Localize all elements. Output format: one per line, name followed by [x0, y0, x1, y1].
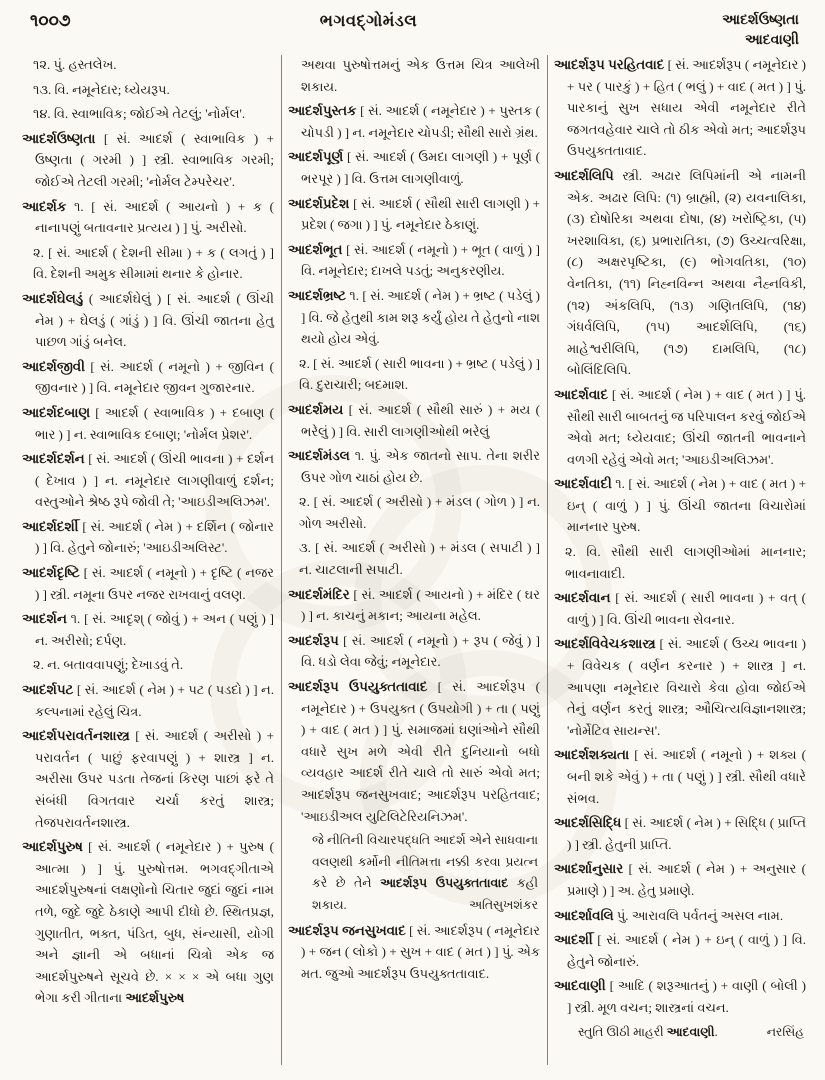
page-header: [0, 0, 825, 52]
dictionary-entry: આદર્શઉષ્ણતા [ સં. આદર્શ ( સ્વાભાવિક ) + ઉષ્ણતા ( ગરમી ) ] સ્ત્રી. સ્વાભાવિક ગરમી; જોઈએ તેટલી ગરમી; 'નોર્મલ ટેમ્પરેચર'.: [22, 130, 275, 189]
dictionary-entry: આદવાણી [ આદિ ( શરૂઆતનું ) + વાણી ( બોલી ) ] સ્ત્રી. મૂળ વચન; શાસ્ત્રનાં વચન.: [554, 978, 807, 1015]
headword: આદર્શરૂપ ઉપયુક્તતાવાદ: [288, 679, 428, 695]
sense-line: ૨. વિ. સૌથી સારી લાગણીઓમાં માનનાર; ભાવનાવાદી.: [565, 544, 806, 581]
dictionary-entry: આદર્શાવલિ પું. આરાવલિ પર્વતનું અસલ નામ.: [554, 907, 784, 923]
quote-line: જે નીતિની વિચારપદ્ધતિ આદર્શ એને સાધવાના વલણથી કર્મોની નીતિમત્તા નક્કી કરવા પ્રયત્ન કરે છે તેને આદર્શરૂપ ઉપયુક્તતાવાદ કહી શકાય. અતિસુખશંકર: [288, 830, 540, 916]
headword: આદર્શપ્રદેશ: [288, 195, 350, 211]
dictionary-entry: આદર્શરૂપ [ સં. આદર્શ ( નમૂનો ) + રૂપ ( જેવું ) ] વિ. ધડો લેવા જેવું; નમૂનેદાર.: [288, 632, 540, 670]
headword: આદર્શપરાવર્તનશાસ્ત્ર: [22, 728, 130, 744]
headword: આદર્શશક્યતા: [554, 747, 630, 763]
dictionary-entry: આદર્શપુરુષ [ સં. આદર્શ ( નમૂનેદાર ) + પુરુષ ( આત્મા ) ] પું. પુરુષોત્તમ. ભગવદ્ગીતાએ આદર્શપુરુષનાં લક્ષણોનો ચિતાર જુદાં જુદાં નામ તળે, જુદે જુદે ઠેકાણે આપી દીધો છે. સ્થિતપ્રજ્ઞ, ગુણાતીત, ભક્ત, પંડિત, બુધ, સંન્યાસી, યોગી અને જ્ઞાની એ બધાનાં ચિત્રો એક જ આદર્શપુરુષને સૂચવે છે. × × × એ બધા ગુણ ભેગા કરી ગીતાના આદર્શપુરુષ: [22, 839, 274, 1006]
headword: આદર્શમંડલ: [288, 448, 350, 464]
headword: આદર્શપૂર્ણ: [288, 149, 344, 165]
dictionary-entry: આદર્શપ્રદેશ [ સં. આદર્શ ( સૌથી સારી લાગણી ) + પ્રદેશ ( જગા ) ] પું. નમૂનેદાર ઠેકાણું.: [288, 195, 540, 233]
headword: આદર્શવાદી: [554, 476, 612, 492]
sense-line: ૨. ન. બતાવવાપણું; દેખાડવું તે.: [33, 657, 184, 673]
dictionary-entry: આદર્શમંડલ ૧. પું. એક જાતનો સાપ. તેના શરીર ઉપર ગોળ ચાઠાં હોય છે.: [288, 448, 540, 485]
sense-line: ૧૩. વિ. નમૂનેદાર; ધ્યેયરૂપ.: [33, 81, 170, 97]
headword: આદર્શપુસ્તક: [288, 103, 357, 119]
headword: આદર્શાવલિ: [554, 907, 614, 923]
book-title: ભગવદ્ગોમંડલ: [319, 11, 418, 30]
headword: આદર્શદર્શી: [22, 518, 79, 534]
dictionary-entry: આદર્શરૂપ ઉપયુક્તતાવાદ [ સં. આદર્શરૂપ ( નમૂનેદાર ) + ઉપયુક્ત ( ઉપયોગી ) + તા ( પણું ) + વાદ ( મત ) ] પું. સમાજમાં ઘણાંઓને સૌથી વધારે સુખ મળે એવી રીતે દુનિયાનો બધો વ્યવહાર આદર્શ રીતે ચાલે તો સારું એવો મત; આદર્શરૂપ જનસુખવાદ; આદર્શરૂપ પરહિતવાદ; 'આઇડીઅલ યુટિલિટેરિયનિઝમ'.: [288, 679, 540, 824]
dictionary-column-1: [16, 52, 281, 1068]
headword: આદર્શદર્શન: [22, 451, 85, 467]
dictionary-entry: આદર્શપરાવર્તનશાસ્ત્ર [ સં. આદર્શ ( અરીસો ) + પરાવર્તન ( પાછું ફરવાપણું ) + શાસ્ત્ર ] ન. અરીસા ઉપર પડતા તેજનાં કિરણ પાછાં ફરે તે સંબંધી વિગતવાર ચર્ચા કરતું શાસ્ત્ર; તેજપરાવર્તનશાસ્ત્ર.: [22, 728, 275, 830]
headword: આદર્શજીવી: [22, 358, 85, 374]
sense-line: ૨. [ સં. આદર્શ ( અરીસો ) + મંડલ ( ગોળ ) ] ન. ગોળ અરીસો.: [299, 494, 540, 531]
dictionary-entry: આદર્શરૂપ જનસુખવાદ [ સં. આદર્શરૂપ ( નમૂનેદાર ) + જન ( લોકો ) + સુખ + વાદ ( મત ) ] પું. એક મત. જુઓ આદર્શરૂપ ઉપયુક્તતાવાદ.: [288, 922, 541, 981]
dictionary-entry: આદર્શસિદ્ધિ [ સં. આદર્શ ( નેમ ) + સિદ્ધિ ( પ્રાપ્તિ ) ] સ્ત્રી. હેતુની પ્રાપ્તિ.: [554, 815, 806, 852]
headword: આદર્શવિવેચકશાસ્ત્ર: [554, 636, 656, 652]
dictionary-entry: આદર્શવાન [ સં. આદર્શ ( સારી ભાવના ) + વત્ ( વાળું ) ] વિ. ઊંચી ભાવના સેવનાર.: [554, 590, 807, 627]
dictionary-entry: આદર્શદૃષ્ટિ [ સં. આદર્શ ( નમૂનો ) + દૃષ્ટિ ( નજર ) ] સ્ત્રી. નમૂના ઉપર નજર રાખવાનું વલણ.: [22, 565, 274, 602]
dictionary-entry: આદર્શજીવી [ સં. આદર્શ ( નમૂનો ) + જીવિન ( જીવનાર ) ] વિ. નમૂનેદાર જીવન ગુજારનાર.: [22, 358, 274, 396]
headword: આદર્શમય: [288, 401, 344, 417]
dictionary-column-2: [282, 52, 547, 1068]
headword: આદર્શક: [22, 198, 67, 214]
dictionary-entry: આદર્શભ્રષ્ટ ૧. [ સં. આદર્શ ( નેમ ) + ભ્રષ્ટ ( પડેલું ) ] વિ. જે હેતુથી કામ શરૂ કર્યું હોય તે હેતુનો નાશ થયો હોય એવું.: [288, 287, 540, 347]
headword: આદર્શદબાણ: [22, 404, 91, 420]
headword: આદર્શન: [22, 611, 67, 627]
dictionary-entry: આદર્શવાદ [ સં. આદર્શ ( નેમ ) + વાદ ( મત ) ] પું. સૌથી સારી બાબતનું જ પરિપાલન કરવું જોઈએ એવો મત; ધ્યેયવાદ; ઊંચી જાતની ભાવનાને વળગી રહેવું એવો મત; 'આઇડીઅલિઝમ'.: [554, 386, 807, 467]
headword: આદર્શપટ: [22, 682, 74, 698]
quote-line: સ્તુતિ ઊઠી માહરી આદવાણી. નરસિંહ: [554, 1022, 806, 1044]
dictionary-content: [16, 52, 813, 1068]
headword: આદર્શસિદ્ધિ: [554, 815, 622, 831]
dictionary-entry: આદર્શક ૧. [ સં. આદર્શ ( આયનો ) + ક ( નાનાપણું બતાવનાર પ્રત્યય ) ] પું. અરીસો.: [22, 198, 275, 236]
headword: આદર્શરૂપ જનસુખવાદ: [288, 922, 406, 938]
headword: આદર્શભ્રષ્ટ: [288, 287, 346, 303]
headword: આદર્શભૂત: [288, 241, 343, 257]
headword: આદર્શપુરુષ: [22, 839, 83, 855]
sense-line: ૧૪. વિ. સ્વાભાવિક; જોઈએ તેટલું; 'નોર્મલ'.: [33, 106, 246, 122]
page-number: ૧૦૦૭: [30, 11, 71, 30]
dictionary-column-3: [548, 52, 813, 1068]
dictionary-entry: આદર્શાનુસાર [ સં. આદર્શ ( નેમ ) + અનુસાર ( પ્રમાણે ) ] અ. હેતુ પ્રમાણે.: [554, 861, 807, 898]
dictionary-entry: આદર્શલિપિ સ્ત્રી. અઢાર લિપિમાંની એ નામની એક. અઢાર લિપિ: (૧) બ્રાહ્મી, (૨) યવનાલિકા, (૩) દોષોરિકા અથવા દોષા, (૪) ખરોષ્ટ્રિકા, (૫) ખરશાવિકા, (૬) પ્રભારાતિકા, (૭) ઉચ્ચત્વરિક્ષા, (૮) અક્ષરપૃષ્ટિકા, (૯) ભોગવતિકા, (૧૦) વેનતિકા, (૧૧) નિહ્નવિન્ન અથવા નૈહ્નવિકી, (૧૨) અંકલિપિ, (૧૩) ગણિતલિપિ, (૧૪) ગંધર્વલિપિ, (૧૫) આદર્શલિપિ, (૧૬) માહેશ્વરીલિપિ, (૧૭) દામલિપિ, (૧૮) બોલિંદિલિપિ.: [554, 167, 806, 378]
dictionary-entry: આદર્શઘેલડું ( આદર્શઘેલું ) [ સં. આદર્શ ( ઊંચી નેમ ) + ઘેલડું ( ગાંડું ) ] વિ. ઊંચી જાતના હેતુ પાછળ ગાંડું બનેલ.: [22, 290, 274, 350]
headword: આદર્શરૂપ: [288, 632, 339, 648]
headword: આદર્શઉષ્ણતા: [22, 130, 96, 146]
sense-line: ૩. [ સં. આદર્શ ( અરીસો ) + મંડલ ( સપાટી ) ] ન. ચાટલાની સપાટી.: [299, 540, 540, 578]
dictionary-entry: આદર્શદબાણ [ આદર્શ ( સ્વાભાવિક ) + દબાણ ( ભાર ) ] ન. સ્વાભાવિક દબાણ; 'નોર્મલ પ્રેશર'.: [22, 404, 274, 442]
headword: આદર્શઘેલડું: [22, 290, 84, 306]
guide-word-bottom: આદવાણી: [744, 33, 799, 49]
guide-words: [722, 11, 799, 52]
headword: આદર્શાનુસાર: [554, 861, 624, 877]
dictionary-entry: આદર્શપૂર્ણ [ સં. આદર્શ ( ઉમદા લાગણી ) + પૂર્ણ ( ભરપૂર ) ] વિ. ઉત્તમ લાગણીવાળું.: [288, 149, 541, 186]
dictionary-entry: આદર્શદર્શન [ સં. આદર્શ ( ઊંચી ભાવના ) + દર્શન ( દેખાવ ) ] ન. નમૂનેદાર લાગણીવાળું દર્શન; વસ્તુઓને શ્રેષ્ઠ રૂપે જોવી તે; 'આઇડીઅલિઝમ'.: [22, 451, 274, 510]
dictionary-entry: આદર્શન ૧. [ સં. આદૃશ્ ( જોવું ) + અન ( પણું ) ] ન. અરીસો; દર્પણ.: [22, 611, 275, 648]
sense-line: ૧૨. પું. હસ્તલેખ.: [33, 57, 117, 72]
sense-line: ૨. [ સં. આદર્શ ( દેશની સીમા ) + ક ( લગતું ) ] વિ. દેશની અમુક સીમામાં થનાર કે હોનાર.: [33, 244, 274, 282]
dictionary-entry: આદર્શપુસ્તક [ સં. આદર્શ ( નમૂનેદાર ) + પુસ્તક ( ચોપડી ) ] ન. નમૂનેદાર ચોપડી; સૌથી સારો ગ્રંથ.: [288, 103, 540, 140]
dictionary-entry: આદર્શી [ સં. આદર્શ ( નેમ ) + ઇન્ ( વાળું ) ] વિ. હેતુને જોનારું.: [554, 932, 807, 969]
sense-line: ૨. [ સં. આદર્શ ( સારી ભાવના ) + ભ્રષ્ટ ( પડેલું ) ] વિ. દુરાચારી; બદમાશ.: [299, 355, 540, 393]
dictionary-entry: આદર્શદર્શી [ સં. આદર્શ ( નેમ ) + દર્શિન ( જોનાર ) ] વિ. હેતુને જોનારું; 'આઇડીઅલિસ્ટ'.: [22, 518, 275, 556]
headword: આદર્શરૂપ પરહિતવાદ: [554, 57, 665, 72]
dictionary-entry: આદર્શમંદિર [ સં. આદર્શ ( આયનો ) + મંદિર ( ઘર ) ] ન. કાચનું મકાન; આયના મહેલ.: [288, 586, 541, 624]
headword: આદર્શલિપિ: [554, 167, 614, 183]
headword: આદર્શદૃષ્ટિ: [22, 565, 80, 581]
dictionary-entry: આદર્શરૂપ પરહિતવાદ [ સં. આદર્શરૂપ ( નમૂનેદાર ) + પર ( પારકું ) + હિત ( ભલું ) + વાદ ( મત ) ] પું. પારકાનું સુખ સધાય એવી નમૂનેદાર રીતે જગતવહેવાર ચાલે તો ઠીક એવો મત; આદર્શરૂપ ઉપયુક્તતાવાદ.: [554, 57, 807, 159]
continuation-line: અથવા પુરુષોત્તમનું એક ઉત્તમ ચિત્ર આલેખી શકાય.: [301, 57, 540, 94]
dictionary-entry: આદર્શશક્યતા [ સં. આદર્શ ( નમૂનો ) + શક્ય ( બની શકે એવું ) + તા ( પણું ) ] સ્ત્રી. સૌથી વધારે સંભવ.: [554, 747, 806, 806]
dictionary-entry: આદર્શવિવેચકશાસ્ત્ર [ સં. આદર્શ ( ઉચ્ચ ભાવના ) + વિવેચક ( વર્ણન કરનાર ) + શાસ્ત્ર ] ન. આપણા નમૂનેદાર વિચારો કેવા હોવા જોઈએ તેનું વર્ણન કરતું શાસ્ત્ર; ઔચિત્યવિજ્ઞાનશાસ્ત્ર; 'નોર્મેટિવ સાયન્સ'.: [554, 636, 807, 738]
quote-attribution: અતિસુખશંકર: [468, 897, 538, 912]
guide-word-top: આદર્શઉષ્ણતા: [722, 13, 799, 28]
headword: આદર્શવાદ: [554, 386, 608, 402]
dictionary-entry: આદર્શમય [ સં. આદર્શ ( સૌથી સારું ) + મય ( ભરેલું ) ] વિ. સારી લાગણીઓથી ભરેલું: [288, 401, 540, 439]
dictionary-entry: આદર્શભૂત [ સં. આદર્શ ( નમૂનો ) + ભૂત ( વાળું ) ] વિ. નમૂનેદાર; દાખલે પડતું; અનુકરણીય.: [288, 241, 540, 279]
dictionary-entry: આદર્શવાદી ૧. [ સં. આદર્શ ( નેમ ) + વાદ ( મત ) + ઇન્ ( વાળું ) ] પું. ઊંચી જાતના વિચારોમાં માનનાર પુરુષ.: [554, 476, 806, 535]
headword: આદર્શમંદિર: [288, 586, 350, 602]
headword: આદર્શવાન: [554, 590, 611, 606]
dictionary-entry: આદર્શપટ [ સં. આદર્શ ( નેમ ) + પટ ( પડદો ) ] ન. કલ્પનામાં રહેલું ચિત્ર.: [22, 682, 274, 719]
headword: આદવાણી: [554, 978, 606, 994]
quote-attribution: નરસિંહ: [766, 1024, 804, 1039]
headword: આદર્શી: [554, 932, 593, 948]
